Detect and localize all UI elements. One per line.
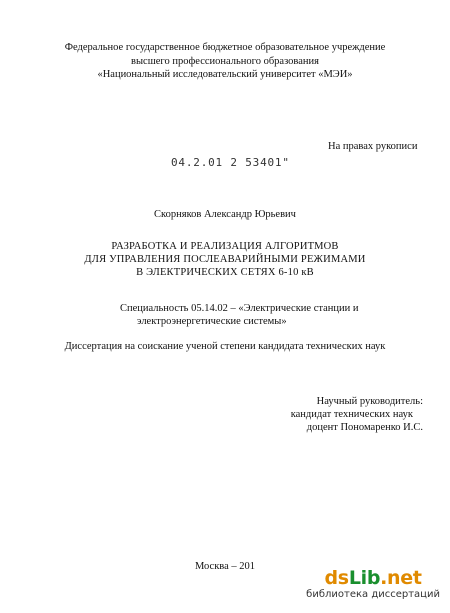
title-line-1: РАЗРАБОТКА И РЕАЛИЗАЦИЯ АЛГОРИТМОВ: [111, 241, 339, 252]
organization-header: [0, 41, 450, 82]
specialty-line-2: электроэнергетические системы»: [137, 316, 287, 327]
rights-note: На правах рукописи: [328, 141, 418, 152]
supervisor-block: [291, 395, 423, 434]
supervisor-name: доцент Пономаренко И.С.: [306, 422, 423, 433]
city-year: Москва – 201: [194, 561, 256, 572]
watermark-ds: ds: [324, 567, 349, 589]
specialty-block: [120, 302, 358, 328]
title-line-3: В ЭЛЕКТРИЧЕСКИХ СЕТЯХ 6-10 кВ: [136, 267, 314, 278]
title-line-2: ДЛЯ УПРАВЛЕНИЯ ПОСЛЕАВАРИЙНЫМИ РЕЖИМАМИ: [84, 254, 366, 265]
organization-line-2: высшего профессионального образования: [131, 55, 319, 67]
organization-line-3: «Национальный исследовательский университет «МЭИ»: [97, 69, 353, 80]
organization-line-1: Федеральное государственное бюджетное образовательное учреждение: [64, 42, 386, 53]
dissertation-title: [0, 240, 450, 279]
watermark-brand: [306, 568, 440, 589]
watermark-net: .net: [380, 567, 422, 589]
watermark-lib: Lib: [348, 567, 381, 589]
degree-statement: Диссертация на соискание ученой степени кандидата технических наук: [64, 341, 386, 352]
specialty-line-1: Специальность 05.14.02 – «Электрические станции и: [120, 303, 359, 314]
author-name: Скорняков Александр Юрьевич: [154, 209, 296, 220]
dslib-watermark-logo: [306, 568, 440, 601]
supervisor-degree: кандидат технических наук: [290, 409, 413, 420]
watermark-subtitle: библиотека диссертаций: [306, 589, 440, 600]
registration-stamp-number: 04.2.01 2 53401": [171, 156, 290, 169]
supervisor-label: Научный руководитель:: [316, 396, 423, 407]
